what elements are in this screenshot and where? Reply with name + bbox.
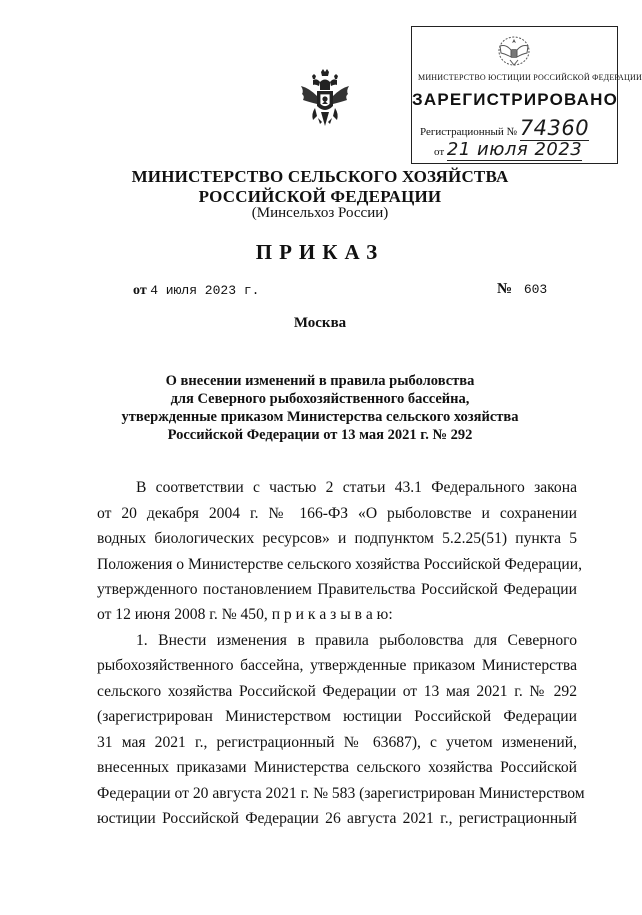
stamp-reg-label: Регистрационный №	[420, 126, 518, 138]
order-city: Москва	[293, 315, 347, 331]
subject-line-3: утвержденные приказом Министерства сельского хозяйства	[121, 409, 519, 425]
order-date: 4 июля 2023 г.	[150, 283, 260, 298]
order-number-label: №	[497, 281, 513, 297]
body-line: от 12 июня 2008 г. № 450, п р и к а з ы в а ю:	[97, 606, 393, 623]
body-line: от 20 декабря 2004 г. № 166-ФЗ «О рыболовстве и сохранении	[97, 505, 577, 522]
order-title: ПРИКАЗ	[255, 240, 385, 264]
body-line: 1. Внести изменения в правила рыболовства для Северного	[136, 632, 577, 649]
stamp-reg-row	[420, 116, 589, 141]
body-line: Федерации от 20 августа 2021 г. № 583 (зарегистрирован Министерством	[97, 785, 585, 802]
order-number: 603	[523, 282, 548, 297]
stamp-ministry-text: МИНИСТЕРСТВО ЮСТИЦИИ РОССИЙСКОЙ ФЕДЕРАЦИИ	[418, 73, 642, 82]
order-date-prefix: от	[133, 283, 147, 298]
org-name-line1: МИНИСТЕРСТВО СЕЛЬСКОГО ХОЗЯЙСТВА	[131, 167, 509, 186]
body-line: В соответствии с частью 2 статьи 43.1 Федерального закона	[136, 479, 577, 496]
body-line: сельского хозяйства Российской Федерации от 13 мая 2021 г. № 292	[97, 683, 577, 700]
stamp-date-value: 21 июля 2023	[446, 139, 583, 160]
registration-stamp	[411, 26, 642, 164]
order-number-line	[497, 281, 547, 298]
stamp-reg-number: 74360	[519, 116, 590, 140]
coat-of-arms-icon	[299, 68, 351, 128]
stamp-date-label: от	[434, 146, 445, 158]
body-line: Положения о Министерстве сельского хозяйства Российской Федерации,	[97, 556, 582, 573]
body-line: юстиции Российской Федерации 26 августа 2021 г., регистрационный	[97, 810, 577, 827]
stamp-registered-label: ЗАРЕГИСТРИРОВАНО	[412, 90, 619, 109]
stamp-date-row	[434, 139, 582, 161]
subject-line-4: Российской Федерации от 13 мая 2021 г. № 292	[167, 427, 473, 443]
body-line: рыбохозяйственного бассейна, утвержденные приказом Министерства	[97, 657, 577, 674]
org-short-name: (Минсельхоз России)	[251, 205, 389, 221]
subject-line-1: О внесении изменений в правила рыболовства	[165, 373, 475, 389]
body-line: (зарегистрирован Министерством юстиции Российской Федерации	[97, 708, 577, 725]
subject-line-2: для Северного рыбохозяйственного бассейна,	[170, 391, 470, 407]
eagle-emblem	[494, 30, 534, 70]
body-line: внесенных приказами Министерства сельского хозяйства Российской	[97, 759, 577, 776]
org-name-line2: РОССИЙСКОЙ ФЕДЕРАЦИИ	[198, 187, 442, 206]
body-line: водных биологических ресурсов» и подпунктом 5.2.25(51) пункта 5	[97, 530, 577, 547]
body-line: утвержденного постановлением Правительства Российской Федерации	[97, 581, 577, 598]
order-date-line	[133, 283, 259, 299]
body-line: 31 мая 2021 г., регистрационный № 63687), с учетом изменений,	[97, 734, 577, 751]
